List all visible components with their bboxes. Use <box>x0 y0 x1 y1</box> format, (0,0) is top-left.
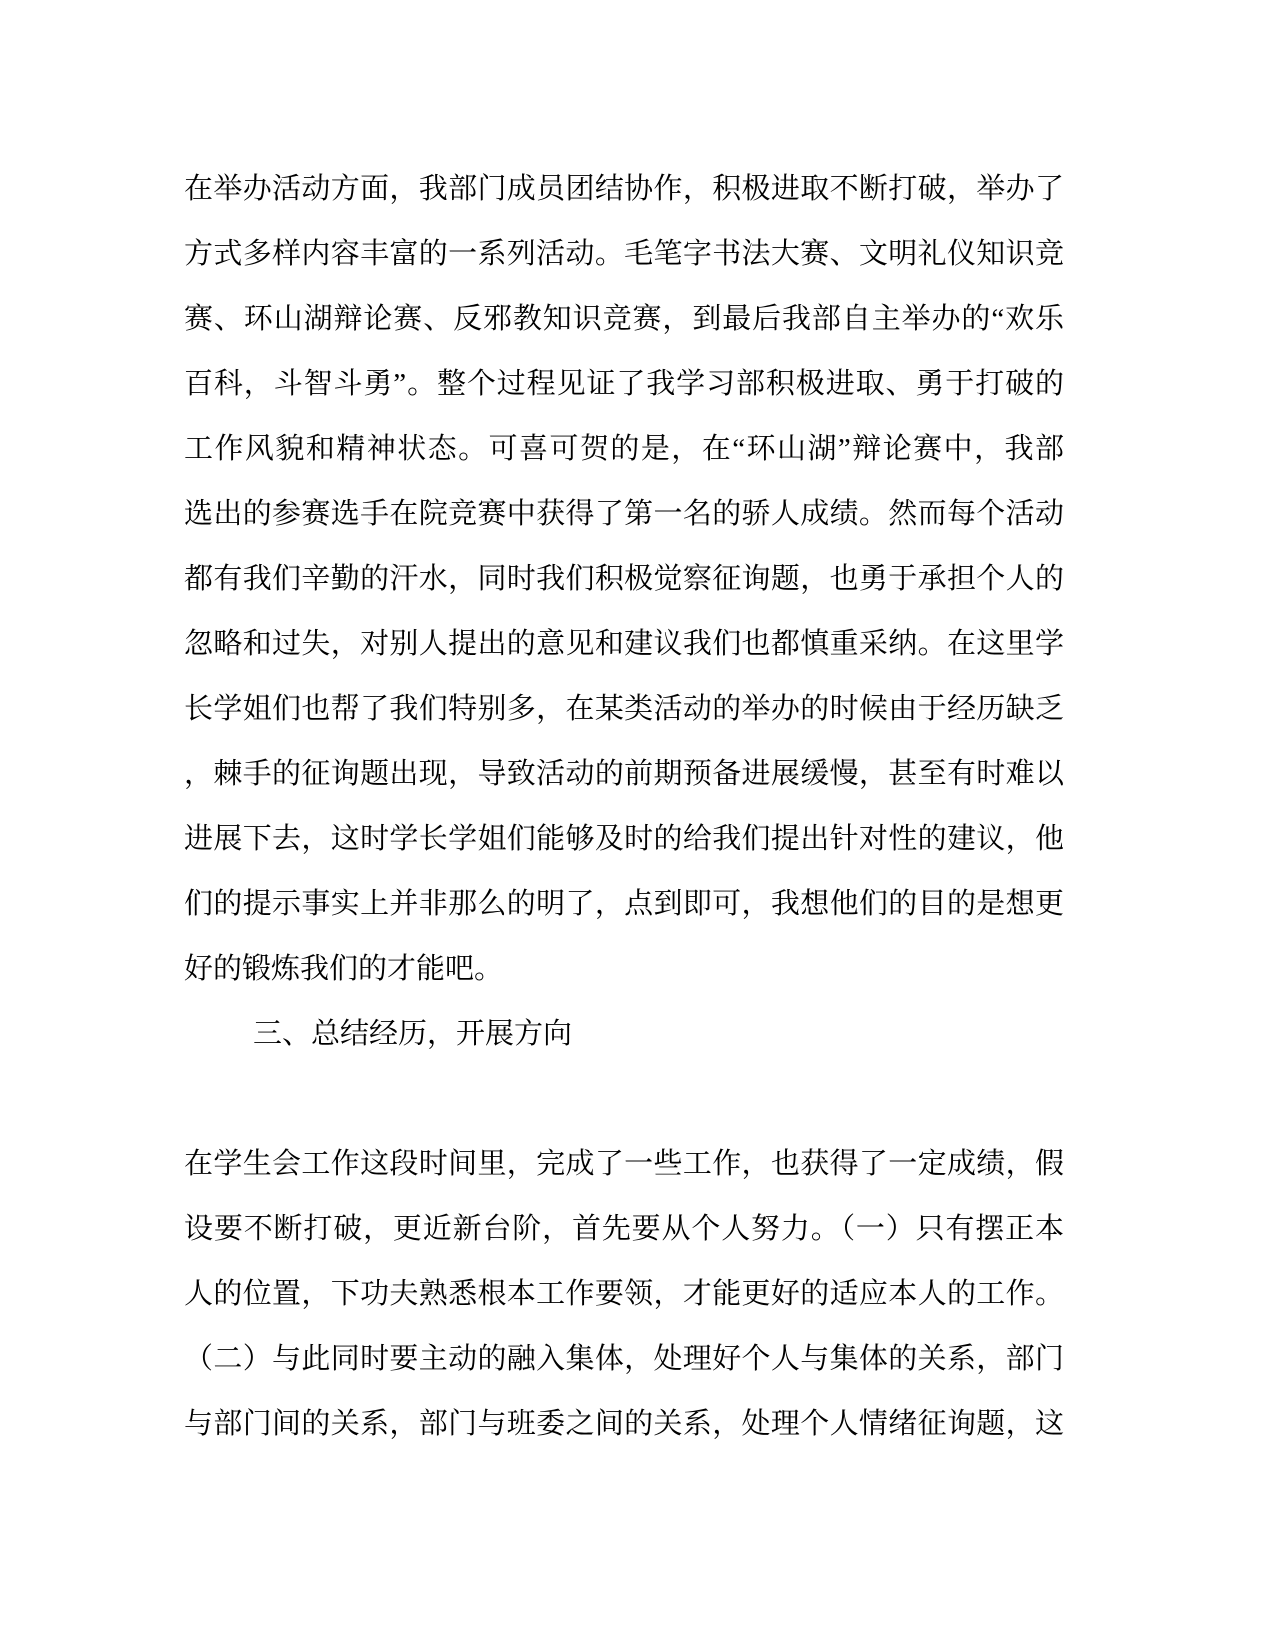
text-line: 选出的参赛选手在院竞赛中获得了第一名的骄人成绩。然而每个活动 <box>184 498 1064 530</box>
text-line: 长学姐们也帮了我们特别多，在某类活动的举办的时候由于经历缺乏 <box>184 693 1064 725</box>
text-line: 们的提示事实上并非那么的明了，点到即可，我想他们的目的是想更 <box>184 888 1064 920</box>
text-line: 在举办活动方面，我部门成员团结协作，积极进取不断打破，举办了 <box>184 173 1064 205</box>
text-line: ，棘手的征询题出现，导致活动的前期预备进展缓慢，甚至有时难以 <box>184 758 1064 790</box>
text-line: 工作风貌和精神状态。可喜可贺的是，在“环山湖”辩论赛中，我部 <box>184 433 1064 465</box>
document-text-block <box>184 157 1064 1457</box>
text-line: 与部门间的关系，部门与班委之间的关系，处理个人情绪征询题，这 <box>184 1408 1064 1440</box>
text-line: 忽略和过失，对别人提出的意见和建议我们也都慎重采纳。在这里学 <box>184 628 1064 660</box>
blank-line <box>184 1067 1064 1132</box>
text-line: 在学生会工作这段时间里，完成了一些工作，也获得了一定成绩，假 <box>184 1148 1064 1180</box>
text-line: 设要不断打破，更近新台阶，首先要从个人努力。（一）只有摆正本 <box>184 1213 1064 1245</box>
text-line: 人的位置，下功夫熟悉根本工作要领，才能更好的适应本人的工作。 <box>184 1278 1064 1310</box>
section-heading: 三、总结经历，开展方向 <box>253 1018 573 1050</box>
text-line: 百科，斗智斗勇”。整个过程见证了我学习部积极进取、勇于打破的 <box>184 368 1064 400</box>
text-line: 都有我们辛勤的汗水，同时我们积极觉察征询题，也勇于承担个人的 <box>184 563 1064 595</box>
text-line: 赛、环山湖辩论赛、反邪教知识竞赛，到最后我部自主举办的“欢乐 <box>184 303 1064 335</box>
text-line: （二）与此同时要主动的融入集体，处理好个人与集体的关系，部门 <box>184 1343 1064 1375</box>
text-line: 进展下去，这时学长学姐们能够及时的给我们提出针对性的建议，他 <box>184 823 1064 855</box>
text-line: 方式多样内容丰富的一系列活动。毛笔字书法大赛、文明礼仪知识竞 <box>184 238 1064 270</box>
text-line: 好的锻炼我们的才能吧。 <box>184 953 504 985</box>
